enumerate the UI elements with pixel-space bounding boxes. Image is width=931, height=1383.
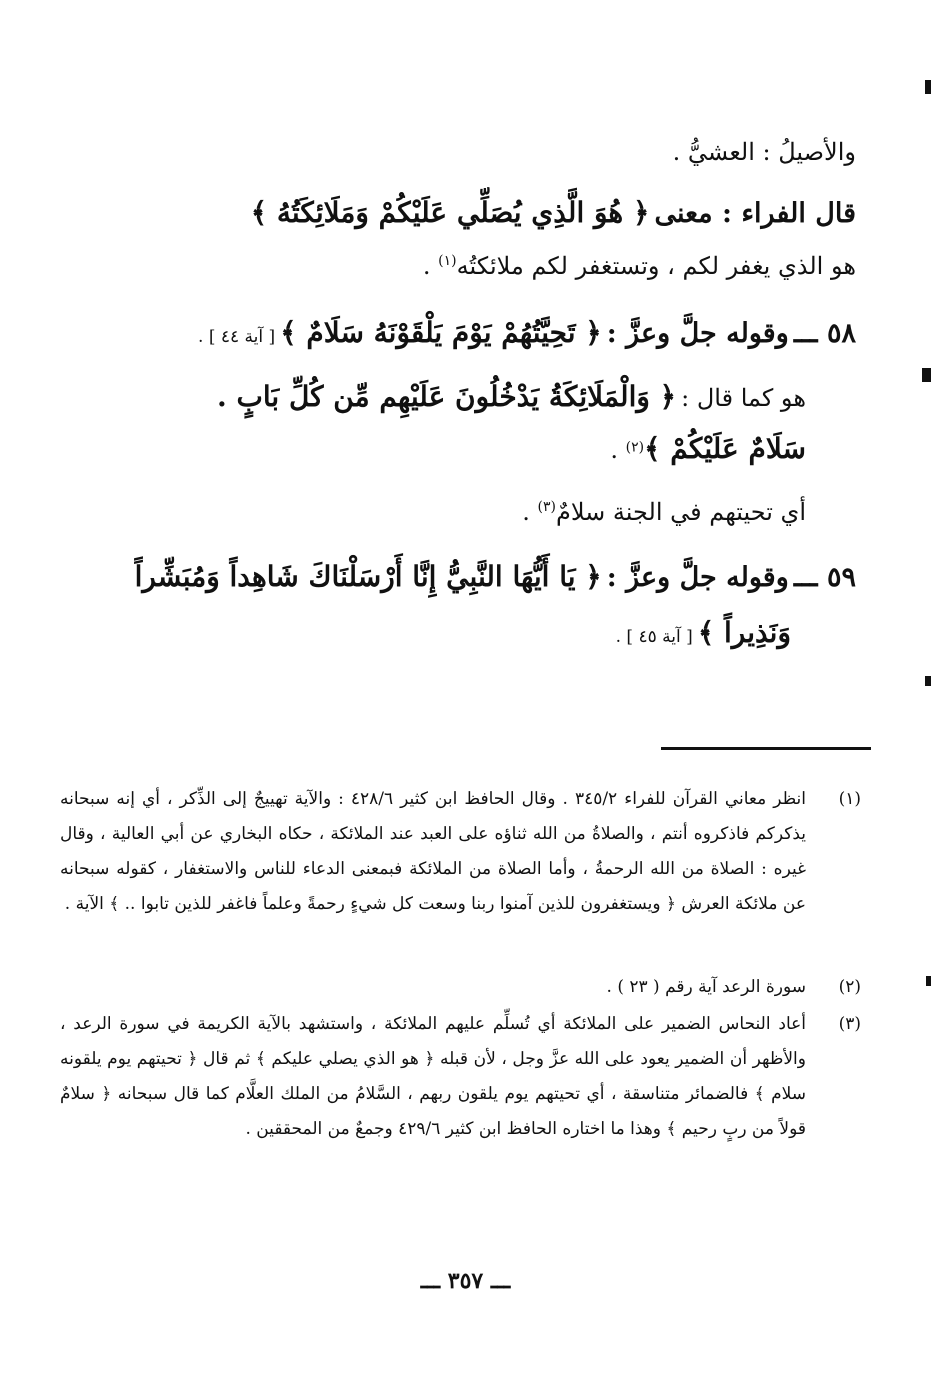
footnote-number: (١) (838, 789, 861, 809)
item-58-intro: وقوله جلَّ وعزَّ : (606, 318, 789, 349)
footnote-text: انظر معاني القرآن للفراء ٣٤٥/٢ . وقال الحافظ ابن كثير ٤٢٨/٦ : والآية تهييجٌ إلى الذِّكر ، أي إنه سبحانه يذكركم فاذكروه أنتم ، والصلاةُ من الله ثناؤه على العبد عند الملائكة ، حكاه البخاري عن أبي العالية ، وقال غيره : الصلاة من الله الرحمةُ ، وأما الصلاة من الملائكة فبمعنى الدعاء للناس والاستغفار ، كقوله سبحانه عن ملائكة العرش ﴿ ويستغفرون للذين آمنوا ربنا وسعت كل شيءٍ رحمةً وعلماً فاغفر للذين تابوا .. ﴾ الآية . (60, 789, 806, 914)
scan-edge-mark (925, 676, 931, 686)
body-line-6: سَلَامٌ عَلَيْكُمْ ﴾(٢) . (610, 432, 806, 465)
footnote-2 (60, 970, 861, 1005)
footnote-number: (٢) (838, 977, 861, 997)
asil-definition: والأصيلُ : العشيُّ . (672, 138, 856, 166)
footnote-3 (60, 1007, 861, 1147)
scan-edge-mark (922, 368, 931, 382)
quran-quote-4-cont: وَنَذِيراً ﴾ (697, 616, 791, 649)
scan-edge-mark (925, 80, 931, 94)
quran-quote-2: ﴿ تَحِيَّتُهُمْ يَوْمَ يَلْقَوْنَهُ سَلَامٌ ﴾ (280, 316, 602, 349)
footnote-text: أعاد النحاس الضمير على الملائكة أي تُسلِّم عليهم الملائكة ، واستشهد بالآية الكريمة في سورة الرعد ، والأظهر أن الضمير يعود على الله عزَّ وجل ، لأن قبله ﴿ هو الذي يصلي عليكم ﴾ ثم قال ﴿ تحيتهم يوم يلقونه سلام ﴾ فالضمائر متناسقة ، أي تحيتهم يوم يلقون ربهم ، السَّلامُ من الملك العلَّام كما قال سبحانه ﴿ سلامٌ قولاً من ربٍ رحيم ﴾ وهذا ما اختاره الحافظ ابن كثير ٤٢٩/٦ وجمعٌ من المحققين . (60, 1014, 806, 1139)
scan-edge-mark (926, 976, 931, 986)
farra-intro: قال الفراء : معنى (654, 198, 856, 229)
quran-quote-3-cont: سَلَامٌ عَلَيْكُمْ ﴾ (644, 432, 806, 465)
body-line-3: هو الذي يغفر لكم ، وتستغفر لكم ملائكتُه$^{(١)}$ . (422, 252, 856, 280)
footnote-text: سورة الرعد آية رقم ( ٢٣ ) . (606, 977, 806, 997)
footnote-ref-2: (٢) (625, 439, 645, 456)
body-line-1 (60, 138, 856, 166)
body-line-7: أي تحيتهم في الجنة سلامٌ$^{(٣)}$ . (522, 498, 806, 526)
item-58-number: ٥٨ ـــ (793, 318, 856, 349)
footnote-separator (661, 747, 871, 750)
item-59-number: ٥٩ ـــ (793, 562, 856, 593)
quran-quote-1: ﴿ هُوَ الَّذِي يُصَلِّي عَلَيْكُمْ وَمَلَائِكَتُهُ ﴾ (250, 196, 650, 229)
ayah-reference-45: [ آية ٤٥ ] . (615, 627, 693, 647)
body-line-2 (60, 196, 856, 229)
footnote-number: (٣) (838, 1014, 861, 1034)
ayah-reference-44: [ آية ٤٤ ] . (198, 327, 276, 347)
item-58 (60, 316, 856, 349)
quran-quote-4: ﴿ يَا أَيُّهَا النَّبِيُّ إِنَّا أَرْسَلْنَاكَ شَاهِداً وَمُبَشِّراً (134, 560, 602, 593)
greeting-explanation: أي تحيتهم في الجنة سلامٌ (555, 498, 806, 526)
body-line-5 (60, 380, 806, 413)
footnote-ref-1: (١) (438, 253, 457, 269)
item-59 (60, 560, 856, 593)
quran-quote-3: ﴿ وَالْمَلَائِكَةُ يَدْخُلُونَ عَلَيْهِم مِّن كُلِّ بَابٍ . (217, 380, 677, 413)
item-59-intro: وقوله جلَّ وعزَّ : (606, 562, 789, 593)
footnote-ref-3: (٣) (537, 499, 556, 515)
farra-explanation: هو الذي يغفر لكم ، وتستغفر لكم ملائكتُه (456, 252, 856, 280)
body-line-9 (60, 616, 791, 649)
footnote-1 (60, 782, 861, 922)
page-number: ـــ ٣٥٧ ـــ (420, 1268, 511, 1294)
as-he-said: هو كما قال : (681, 384, 806, 412)
